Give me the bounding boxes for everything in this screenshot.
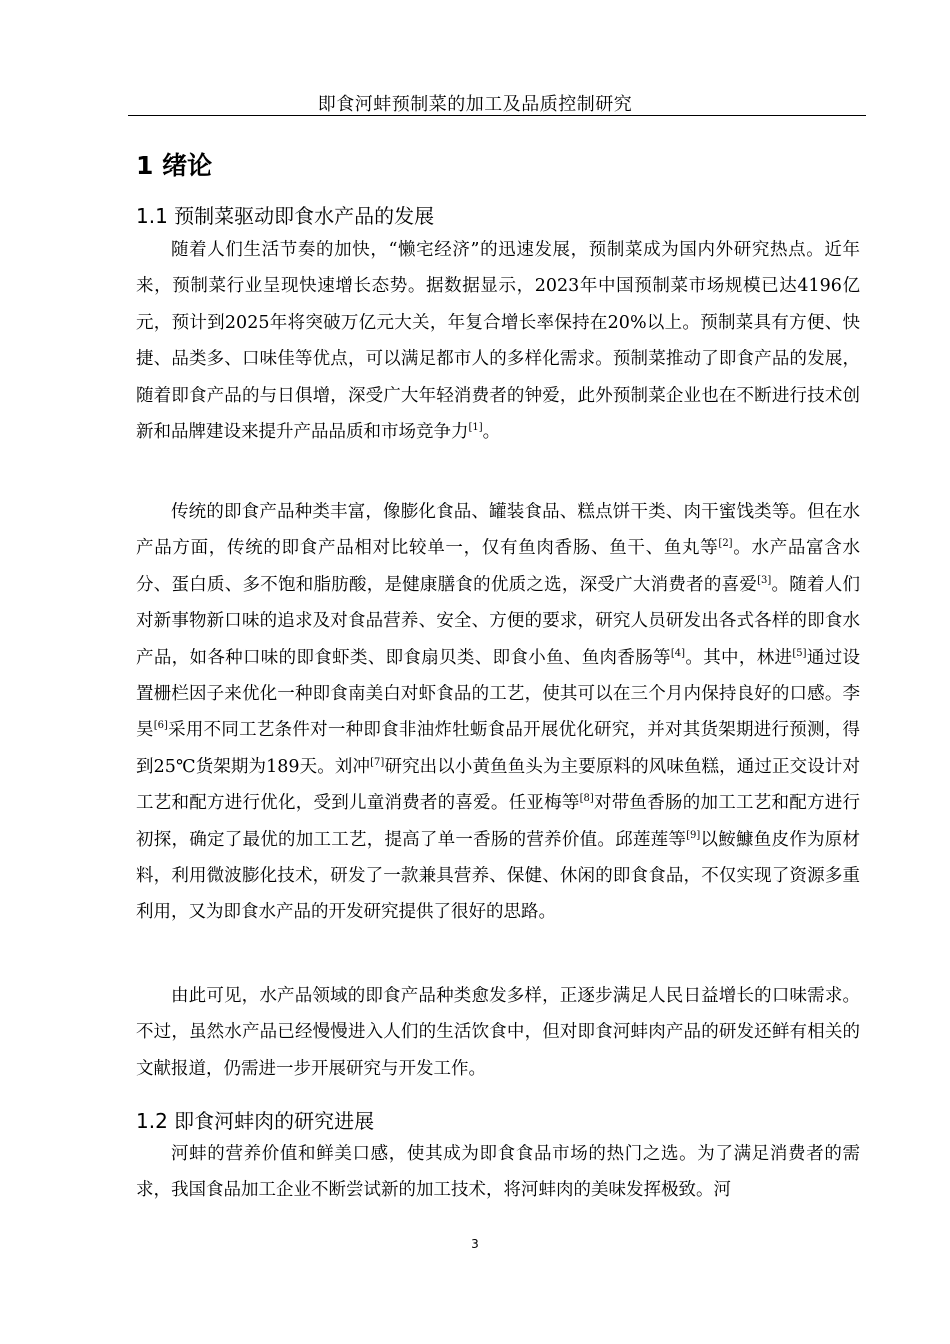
paragraph-2 [136, 494, 860, 931]
paragraph-2-text-4: 。其中，林进 [685, 647, 793, 668]
paragraph-1-text: 随着人们生活节奏的加快，“懒宅经济”的迅速发展，预制菜成为国内外研究热点。近年来，预制菜行业呈现快速增长态势。据数据显示，2023年中国预制菜市场规模已达4196亿元，预计到2025年将突破万亿元大关，年复合增长率保持在20%以上。预制菜具有方便、快捷、品类多、口味佳等优点，可以满足都市人的多样化需求。预制菜推动了即食产品的发展，随着即食产品的与日俱增，深受广大年轻消费者的钟爱，此外预制菜企业也在不断进行技术创新和品牌建设来提升产品品质和市场竞争力 [136, 240, 860, 443]
citation-1: [1] [468, 422, 483, 434]
citation-7: [7] [370, 756, 385, 768]
paragraph-2-text-7: 研究出以小黄鱼鱼头为主要原料的风味鱼糕，通过正交设计对工艺和配方进行优化，受到儿童消费者的喜爱。任亚梅等 [136, 756, 860, 814]
chapter-heading: 1 绪论 [136, 151, 213, 180]
paragraph-2-text-5: 通过设置栅栏因子来优化一种即食南美白对虾食品的工艺，使其可以在三个月内保持良好的口感。李昊 [136, 647, 861, 741]
citation-6: [6] [153, 720, 168, 732]
citation-5: [5] [792, 647, 807, 659]
paragraph-2-text-8: 对带鱼香肠的加工工艺和配方进行初探，确定了最优的加工工艺，提高了单一香肠的营养价值。邱莲莲等 [136, 793, 860, 850]
section-heading-1-1: 1.1 预制菜驱动即食水产品的发展 [136, 204, 435, 228]
citation-9: [9] [686, 829, 701, 841]
paragraph-2-text-1: 传统的即食产品种类丰富，像膨化食品、罐装食品、糕点饼干类、肉干蜜饯类等。但在水产品方面，传统的即食产品相对比较单一，仅有鱼肉香肠、鱼干、鱼丸等 [136, 502, 860, 559]
paragraph-4: 河蚌的营养价值和鲜美口感，使其成为即食食品市场的热门之选。为了满足消费者的需求，我国食品加工企业不断尝试新的加工技术，将河蚌肉的美味发挥极致。河 [136, 1144, 860, 1201]
paragraph-2-text-2: 。水产品富含水分、蛋白质、多不饱和脂肪酸，是健康膳食的优质之选，深受广大消费者的喜爱 [136, 538, 860, 595]
paragraph-2-text-9: 以鮟鱇鱼皮作为原材料，利用微波膨化技术，研发了一款兼具营养、保健、休闲的即食食品，不仅实现了资源多重利用，又为即食水产品的开发研究提供了很好的思路。 [136, 829, 861, 923]
citation-2: [2] [718, 538, 733, 550]
citation-3: [3] [757, 574, 772, 586]
page-number: 3 [471, 1237, 479, 1251]
header-divider [128, 115, 866, 116]
paragraph-1-end: 。 [482, 422, 501, 443]
citation-4: [4] [670, 647, 686, 659]
paragraph-2-text-6: 采用不同工艺条件对一种即食非油炸牡蛎食品开展优化研究，并对其货架期进行预测，得到25℃货架期为189天。刘冲 [136, 720, 861, 777]
paragraph-2-text-3: 。随着人们对新事物新口味的追求及对食品营养、安全、方便的要求，研究人员研发出各式各样的即食水产品，如各种口味的即食虾类、即食扇贝类、即食小鱼、鱼肉香肠等 [136, 574, 861, 668]
running-header-title: 即食河蚌预制菜的加工及品质控制研究 [317, 94, 633, 115]
paragraph-1 [136, 232, 860, 450]
paragraph-3: 由此可见，水产品领域的即食产品种类愈发多样，正逐步满足人民日益增长的口味需求。不过，虽然水产品已经慢慢进入人们的生活饮食中，但对即食河蚌肉产品的研发还鲜有相关的文献报道，仍需进一步开展研究与开发工作。 [136, 986, 860, 1079]
citation-8: [8] [579, 793, 594, 805]
section-heading-1-2: 1.2 即食河蚌肉的研究进展 [136, 1109, 375, 1133]
